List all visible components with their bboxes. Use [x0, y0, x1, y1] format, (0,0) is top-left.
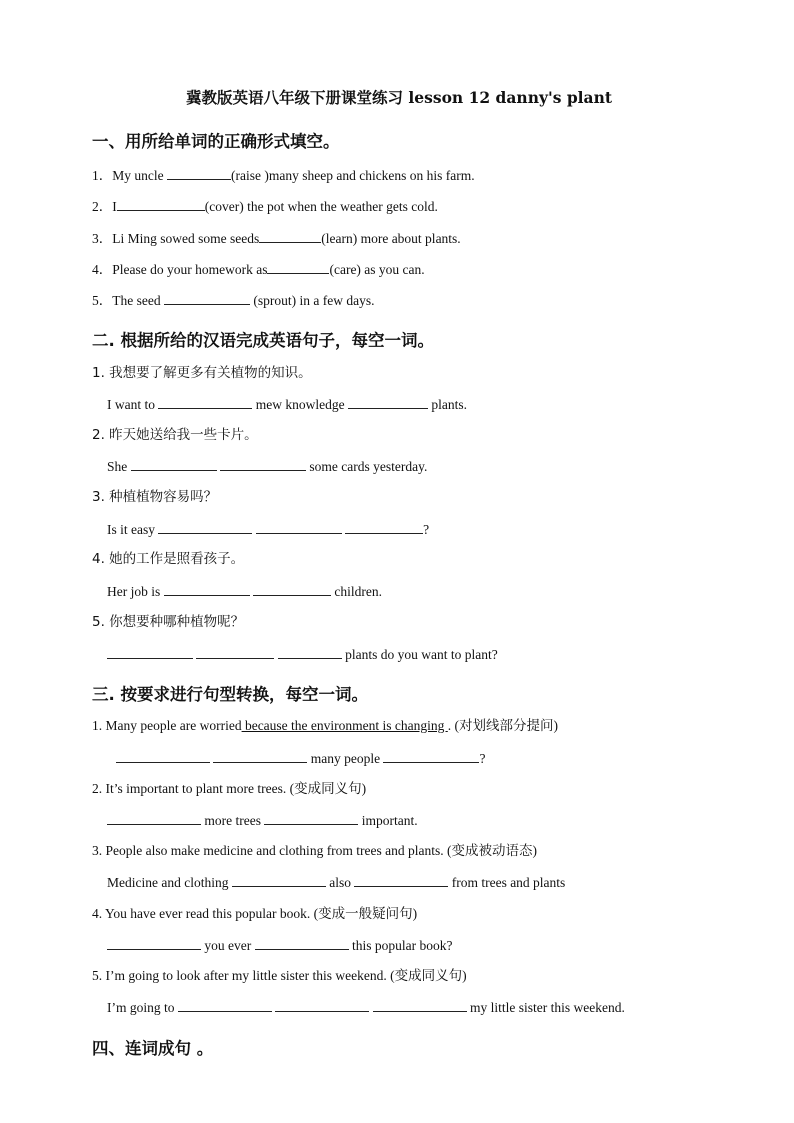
answer-blank[interactable]: [354, 873, 448, 887]
answer-blank[interactable]: [253, 582, 331, 596]
exercise-2-5-answer: plants do you want to plant?: [107, 645, 498, 664]
exercise-3-3-answer: Medicine and clothing also from trees and plants: [107, 875, 566, 890]
exercise-2-2-prompt: 2. 昨天她送给我一些卡片。: [92, 427, 258, 443]
exercise-3-2-answer: more trees important.: [107, 811, 418, 830]
answer-blank[interactable]: [158, 395, 252, 409]
answer-blank[interactable]: [345, 520, 423, 534]
exercise-3-1-question: 1. Many people are worried because the environment is changing . (对划线部分提问): [92, 718, 559, 733]
answer-blank[interactable]: [373, 998, 467, 1012]
exercise-3-2-question: 2. It’s important to plant more trees. (变成同义句): [92, 781, 367, 796]
exercise-2-4-answer: Her job is children.: [107, 584, 382, 599]
exercise-3-3-question: 3. People also make medicine and clothing from trees and plants. (变成被动语态): [92, 843, 538, 858]
answer-blank[interactable]: [267, 260, 329, 274]
exercise-1-3: 3．Li Ming sowed some seeds (learn) more about plants.: [92, 231, 461, 246]
answer-blank[interactable]: [107, 811, 201, 825]
answer-blank[interactable]: [255, 936, 349, 950]
answer-blank[interactable]: [196, 645, 274, 659]
exercise-2-2-answer: She some cards yesterday.: [107, 459, 428, 474]
exercise-3-1-answer: many people ?: [116, 749, 485, 768]
exercise-2-1-prompt: 1. 我想要了解更多有关植物的知识。: [92, 365, 312, 381]
exercise-2-5-prompt: 5. 你想要种哪种植物呢？: [92, 614, 245, 630]
exercise-1-2: 2．I (cover) the pot when the weather gets cold.: [92, 199, 438, 214]
exercise-2-3-prompt: 3. 种植植物容易吗？: [92, 489, 218, 505]
answer-blank[interactable]: [117, 197, 205, 211]
answer-blank[interactable]: [275, 998, 369, 1012]
answer-blank[interactable]: [348, 395, 428, 409]
answer-blank[interactable]: [383, 749, 479, 763]
exercise-2-3-answer: Is it easy ?: [107, 522, 430, 537]
exercise-2-4-prompt: 4. 她的工作是照看孩子。: [92, 551, 245, 567]
answer-blank[interactable]: [264, 811, 358, 825]
answer-blank[interactable]: [213, 749, 307, 763]
section-4-heading: 四、连词成句 。: [92, 1039, 214, 1058]
answer-blank[interactable]: [107, 936, 201, 950]
exercise-3-5-question: 5. I’m going to look after my little sister this weekend. (变成同义句): [92, 968, 467, 983]
section-1-heading: 一、用所给单词的正确形式填空。: [92, 132, 340, 151]
exercise-1-5: 5．The seed (sprout) in a few days.: [92, 293, 375, 308]
exercise-3-4-question: 4. You have ever read this popular book. (变成一般疑问句): [92, 906, 418, 921]
answer-blank[interactable]: [278, 645, 342, 659]
answer-blank[interactable]: [232, 873, 326, 887]
answer-blank[interactable]: [164, 291, 250, 305]
answer-blank[interactable]: [220, 457, 306, 471]
answer-blank[interactable]: [116, 749, 210, 763]
exercise-1-4: 4．Please do your homework as (care) as you can.: [92, 262, 425, 277]
exercise-3-5-answer: I’m going to my little sister this weekend.: [107, 1000, 625, 1015]
page-title: 冀教版英语八年级下册课堂练习 lesson 12 danny's plant: [185, 88, 613, 107]
exercise-1-1: 1．My uncle (raise )many sheep and chickens on his farm.: [92, 168, 475, 183]
answer-blank[interactable]: [167, 166, 231, 180]
answer-blank[interactable]: [256, 520, 342, 534]
answer-blank[interactable]: [259, 229, 321, 243]
exercise-2-1-answer: I want to mew knowledge plants.: [107, 397, 467, 412]
answer-blank[interactable]: [164, 582, 250, 596]
answer-blank[interactable]: [178, 998, 272, 1012]
exercise-3-4-answer: you ever this popular book?: [107, 936, 452, 955]
section-2-heading: 二. 根据所给的汉语完成英语句子，每空一词。: [92, 331, 435, 350]
answer-blank[interactable]: [131, 457, 217, 471]
section-3-heading: 三. 按要求进行句型转换，每空一词。: [92, 685, 369, 704]
answer-blank[interactable]: [107, 645, 193, 659]
answer-blank[interactable]: [158, 520, 252, 534]
